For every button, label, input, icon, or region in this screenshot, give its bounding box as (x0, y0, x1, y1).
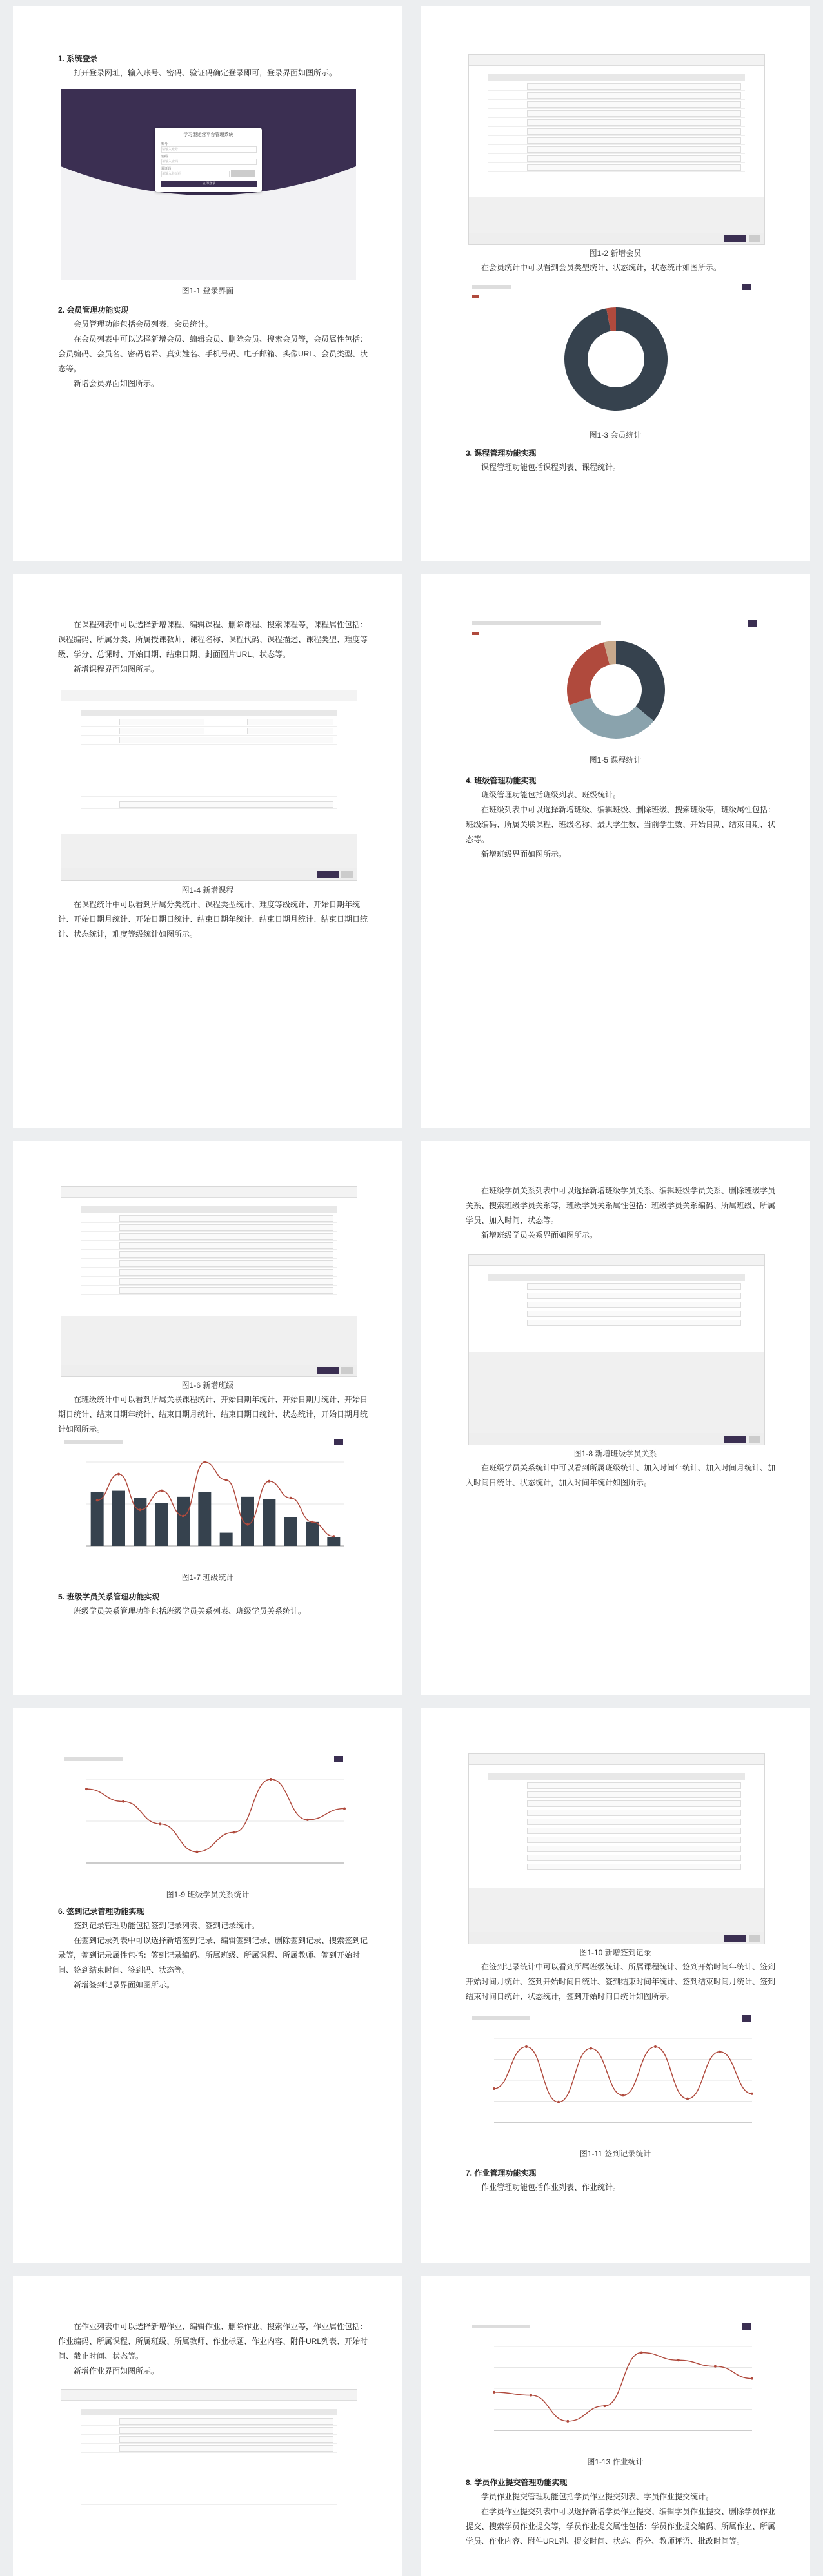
data-point (686, 2098, 689, 2100)
data-point (311, 1521, 313, 1523)
paragraph: 在会员列表中可以选择新增会员、编辑会员、删除会员、搜索会员等，会员属性包括：会员编码、会员名、密码哈希、真实姓名、手机号码、电子邮箱、头像URL、会员类型、状态等。 (58, 335, 368, 373)
data-point (306, 1819, 309, 1821)
form-row (488, 1853, 745, 1862)
figure-caption: 图1-11 签到记录统计 (579, 2149, 651, 2158)
data-point (203, 1461, 206, 1463)
data-point (654, 2045, 657, 2048)
data-point (290, 1497, 292, 1499)
form-row (208, 727, 337, 736)
window-bar (469, 1255, 764, 1266)
data-point (122, 1800, 124, 1803)
series-line (494, 2047, 752, 2102)
data-point (590, 2047, 592, 2050)
section-title-member: 2. 会员管理功能实现 (58, 306, 129, 315)
figure-caption: 图1-9 班级学员关系统计 (166, 1890, 250, 1899)
form-row (488, 1799, 745, 1808)
form-row (488, 1309, 745, 1318)
form-header (81, 710, 337, 716)
document-page-4 (421, 574, 810, 1128)
document-page-5 (13, 1141, 402, 1695)
document-page-3 (13, 574, 402, 1128)
form-row (488, 1862, 745, 1871)
line-chart (468, 2334, 764, 2451)
form-row (488, 118, 745, 127)
data-point (268, 1480, 270, 1483)
add-class-screenshot (61, 1186, 357, 1377)
figure-caption: 图1-6 新增班级 (181, 1381, 234, 1390)
data-point (640, 2351, 643, 2354)
form-row (488, 127, 745, 136)
form-row (488, 1844, 745, 1853)
bar-line-chart (61, 1449, 356, 1566)
document-page-7 (13, 1708, 402, 2263)
cancel-button[interactable] (749, 235, 760, 242)
submit-button[interactable] (724, 235, 746, 242)
window-bar (469, 55, 764, 66)
login-card (155, 128, 262, 192)
captcha-image[interactable] (231, 170, 255, 177)
form-row (81, 1232, 337, 1241)
section-title-course: 3. 课程管理功能实现 (466, 449, 537, 458)
section-title-submission: 8. 学员作业提交管理功能实现 (466, 2478, 568, 2487)
paragraph: 班级学员关系管理功能包括班级学员关系列表、班级学员关系统计。 (74, 1606, 306, 1615)
form-row (81, 2435, 337, 2444)
paragraph: 在学员作业提交列表中可以选择新增学员作业提交、编辑学员作业提交、删除学员作业提交、搜索学员作业提交等，学员作业提交属性包括：学员作业提交编码、所属作业、所属学员、作业内容、附件URL列、提交时间、状态、得分、教师评语、批改时间等。 (466, 2507, 776, 2546)
bar (112, 1491, 125, 1546)
data-point (343, 1808, 346, 1810)
series-line (494, 2352, 752, 2421)
form-row (81, 2444, 337, 2453)
series-line (86, 1779, 344, 1852)
form-header (81, 2409, 337, 2415)
username-input[interactable]: 请输入账号 (161, 146, 257, 153)
form-row (488, 1835, 745, 1844)
window-bar (469, 1754, 764, 1765)
form-header (488, 74, 745, 81)
course-stats-chart (468, 619, 764, 750)
login-screenshot (61, 89, 356, 280)
paragraph: 新增班级学员关系界面如图所示。 (481, 1231, 598, 1240)
data-point (85, 1788, 88, 1790)
donut-chart (468, 634, 764, 750)
paragraph: 新增班级界面如图所示。 (481, 850, 567, 859)
data-point (332, 1535, 335, 1537)
paragraph: 新增作业界面如图所示。 (74, 2366, 159, 2376)
paragraph: 作业管理功能包括作业列表、作业统计。 (481, 2183, 621, 2192)
rich-text-editor[interactable] (81, 745, 337, 797)
line-chart (468, 2025, 764, 2143)
data-point (493, 2391, 495, 2394)
paragraph: 新增课程界面如图所示。 (74, 665, 159, 674)
form-row (81, 1277, 337, 1286)
form-row (488, 1282, 745, 1291)
form-row (81, 800, 337, 809)
document-page-8 (421, 1708, 810, 2263)
add-member-screenshot (468, 54, 765, 245)
data-point (714, 2365, 717, 2368)
homework-stats-chart (468, 2323, 764, 2452)
rich-text-editor[interactable] (81, 2453, 337, 2505)
figure-caption: 图1-7 班级统计 (181, 1573, 234, 1582)
window-bar (61, 690, 357, 701)
paragraph: 在课程统计中可以看到所属分类统计、课程类型统计、难度等级统计、开始日期年统计、开始日期月统计、开始日期日统计、结束日期年统计、结束日期月统计、结束日期日统计、状态统计，难度等级统计如图所示。 (58, 900, 368, 939)
data-point (557, 2101, 560, 2103)
document-page-2 (421, 6, 810, 561)
paragraph: 新增签到记录界面如图所示。 (74, 1980, 175, 1989)
paragraph: 打开登录网址，输入账号、密码、验证码确定登录即可，登录界面如图所示。 (74, 68, 337, 77)
figure-caption: 图1-1 登录界面 (181, 286, 234, 295)
paragraph: 会员管理功能包括会员列表、会员统计。 (74, 320, 213, 329)
captcha-input[interactable]: 请输入验证码 (161, 171, 230, 177)
form-row (488, 1291, 745, 1300)
login-button[interactable]: 立即登录 (161, 181, 257, 187)
bar (198, 1492, 211, 1546)
section-title-class: 4. 班级管理功能实现 (466, 776, 537, 785)
submit-button[interactable] (317, 871, 339, 878)
document-page-1 (13, 6, 402, 561)
bar (220, 1533, 233, 1546)
data-point (525, 2045, 528, 2048)
add-course-screenshot (61, 690, 357, 881)
data-point (603, 2405, 606, 2407)
form-row (488, 100, 745, 109)
pie-slice (567, 642, 610, 705)
form-row (488, 145, 745, 154)
paragraph: 在班级学员关系列表中可以选择新增班级学员关系、编辑班级学员关系、删除班级学员关系、搜索班级学员关系等，班级学员关系属性包括：班级学员关系编码、所属班级、所属学员、加入时间、状态等。 (466, 1186, 776, 1225)
section-title-homework: 7. 作业管理功能实现 (466, 2169, 537, 2178)
paragraph: 在课程列表中可以选择新增课程、编辑课程、删除课程、搜索课程等，课程属性包括：课程编码、所属分类、所属授课教师、课程名称、课程代码、课程描述、课程类型、难度等级、学分、总课时、开始日期、结束日期、封面图片URL、状态等。 (58, 620, 368, 659)
form-row (488, 1817, 745, 1826)
form-row (81, 1223, 337, 1232)
search-icon[interactable] (334, 1439, 343, 1445)
bar (263, 1499, 275, 1546)
form-row (488, 109, 745, 118)
window-bar (61, 1187, 357, 1198)
form-row (488, 1808, 745, 1817)
form-row (81, 2426, 337, 2435)
form-row (208, 717, 337, 727)
checkin-stats-chart (468, 2015, 764, 2144)
data-point (117, 1473, 120, 1476)
data-point (225, 1479, 228, 1481)
data-point (270, 1778, 272, 1781)
data-point (622, 2094, 624, 2096)
document-page-10 (421, 2276, 810, 2576)
add-class-student-screenshot (468, 1254, 765, 1445)
form-row (488, 82, 745, 91)
paragraph: 签到记录管理功能包括签到记录列表、签到记录统计。 (74, 1921, 260, 1930)
bar (284, 1517, 297, 1546)
window-bar (61, 2390, 357, 2401)
bar (327, 1537, 340, 1546)
document-page-6 (421, 1141, 810, 1695)
data-point (182, 1515, 184, 1517)
data-point (493, 2087, 495, 2090)
form-row (81, 1241, 337, 1250)
section-title-class-student: 5. 班级学员关系管理功能实现 (58, 1592, 160, 1601)
form-row (81, 1214, 337, 1223)
form-header (488, 1773, 745, 1780)
form-row (488, 1781, 745, 1790)
figure-caption: 图1-3 会员统计 (589, 431, 642, 440)
paragraph: 在签到记录统计中可以看到所属班级统计、所属课程统计、签到开始时间年统计、签到开始时间月统计、签到开始时间日统计、签到结束时间年统计、签到结束时间月统计、签到结束时间日统计、状态统计，签到开始时间日统计如图所示。 (466, 1962, 776, 2001)
class-stats-chart (61, 1439, 356, 1568)
bar (177, 1497, 190, 1546)
paragraph: 在班级列表中可以选择新增班级、编辑班级、删除班级、搜索班级等，班级属性包括：班级编码、所属关联课程、班级名称、最大学生数、当前学生数、开始日期、结束日期、状态等。 (466, 805, 776, 844)
bar (155, 1503, 168, 1546)
form-row (81, 1286, 337, 1295)
class-student-stats-chart (61, 1756, 356, 1885)
figure-caption: 图1-2 新增会员 (589, 249, 642, 258)
paragraph: 班级管理功能包括班级列表、班级统计。 (481, 790, 621, 799)
form-row (488, 1790, 745, 1799)
form-row (81, 717, 208, 727)
data-point (246, 1523, 249, 1526)
paragraph: 新增会员界面如图所示。 (74, 379, 159, 388)
data-point (96, 1499, 99, 1501)
form-row (488, 91, 745, 100)
figure-caption: 图1-5 课程统计 (589, 756, 642, 765)
data-point (677, 2359, 680, 2361)
form-row (488, 1318, 745, 1327)
form-header (81, 1206, 337, 1213)
data-point (161, 1490, 163, 1492)
submit-button[interactable] (317, 1367, 339, 1374)
section-title-checkin: 6. 签到记录管理功能实现 (58, 1907, 144, 1916)
form-row (81, 1268, 337, 1277)
add-checkin-screenshot (468, 1753, 765, 1944)
add-homework-screenshot (61, 2389, 357, 2576)
data-point (159, 1822, 161, 1825)
password-label: 密码 (161, 155, 168, 159)
data-point (530, 2394, 532, 2397)
data-point (719, 2051, 721, 2053)
paragraph: 在班级统计中可以看到所属关联课程统计、开始日期年统计、开始日期月统计、开始日期日统计、结束日期年统计、结束日期月统计、结束日期日统计、状态统计，开始日期月统计如图所示。 (58, 1395, 368, 1434)
data-point (233, 1831, 235, 1833)
password-input[interactable]: 请输入密码 (161, 159, 257, 165)
form-row (488, 163, 745, 172)
form-row (81, 1259, 337, 1268)
donut-chart (468, 298, 764, 427)
search-icon[interactable] (742, 2015, 751, 2022)
cancel-button[interactable] (749, 1935, 760, 1942)
search-icon[interactable] (742, 2323, 751, 2330)
bar (134, 1498, 146, 1546)
data-point (566, 2420, 569, 2423)
form-row (81, 2417, 337, 2426)
figure-caption: 图1-4 新增课程 (181, 886, 234, 895)
paragraph: 在作业列表中可以选择新增作业、编辑作业、删除作业、搜索作业等，作业属性包括：作业编码、所属课程、所属班级、所属教师、作业标题、作业内容、附件URL列表、开始时间、截止时间、状态等。 (58, 2322, 368, 2361)
data-point (751, 2377, 753, 2380)
data-point (751, 2093, 753, 2095)
paragraph: 在会员统计中可以看到会员类型统计、状态统计，状态统计如图所示。 (481, 263, 722, 272)
search-icon[interactable] (334, 1756, 343, 1762)
form-row (488, 1826, 745, 1835)
document-page-9 (13, 2276, 402, 2576)
form-row (81, 736, 337, 745)
figure-caption: 图1-13 作业统计 (587, 2457, 644, 2466)
cancel-button[interactable] (749, 1436, 760, 1443)
search-icon[interactable] (742, 284, 751, 290)
login-title: 学习型运营平台管理系统 (183, 133, 233, 137)
form-row (488, 136, 745, 145)
form-row (488, 1300, 745, 1309)
member-stats-chart (468, 282, 764, 427)
username-label: 账号 (161, 142, 168, 146)
form-row (488, 154, 745, 163)
captcha-label: 验证码 (161, 167, 172, 171)
figure-caption: 图1-8 新增班级学员关系 (573, 1449, 657, 1458)
figure-caption: 图1-10 新增签到记录 (579, 1948, 651, 1957)
data-point (195, 1851, 198, 1853)
bar (306, 1522, 319, 1546)
paragraph: 学员作业提交管理功能包括学员作业提交列表、学员作业提交统计。 (481, 2492, 714, 2501)
cancel-button[interactable] (341, 1367, 353, 1374)
data-point (139, 1508, 141, 1511)
section-title-login: 1. 系统登录 (58, 54, 98, 63)
paragraph: 课程管理功能包括课程列表、课程统计。 (481, 463, 621, 472)
pie-slice (616, 641, 665, 721)
form-row (81, 1250, 337, 1259)
paragraph: 在签到记录列表中可以选择新增签到记录、编辑签到记录、删除签到记录、搜索签到记录等，签到记录属性包括：签到记录编码、所属班级、所属课程、所属教师、签到开始时间、签到结束时间、签到码、状态等。 (58, 1936, 368, 1975)
form-row (81, 727, 208, 736)
form-header (488, 1274, 745, 1281)
cancel-button[interactable] (341, 871, 353, 878)
line-chart (61, 1766, 356, 1884)
submit-button[interactable] (724, 1935, 746, 1942)
search-icon[interactable] (748, 620, 757, 627)
submit-button[interactable] (724, 1436, 746, 1443)
paragraph: 在班级学员关系统计中可以看到所属班级统计、加入时间年统计、加入时间月统计、加入时间日统计、状态统计，加入时间年统计如图所示。 (466, 1463, 776, 1487)
